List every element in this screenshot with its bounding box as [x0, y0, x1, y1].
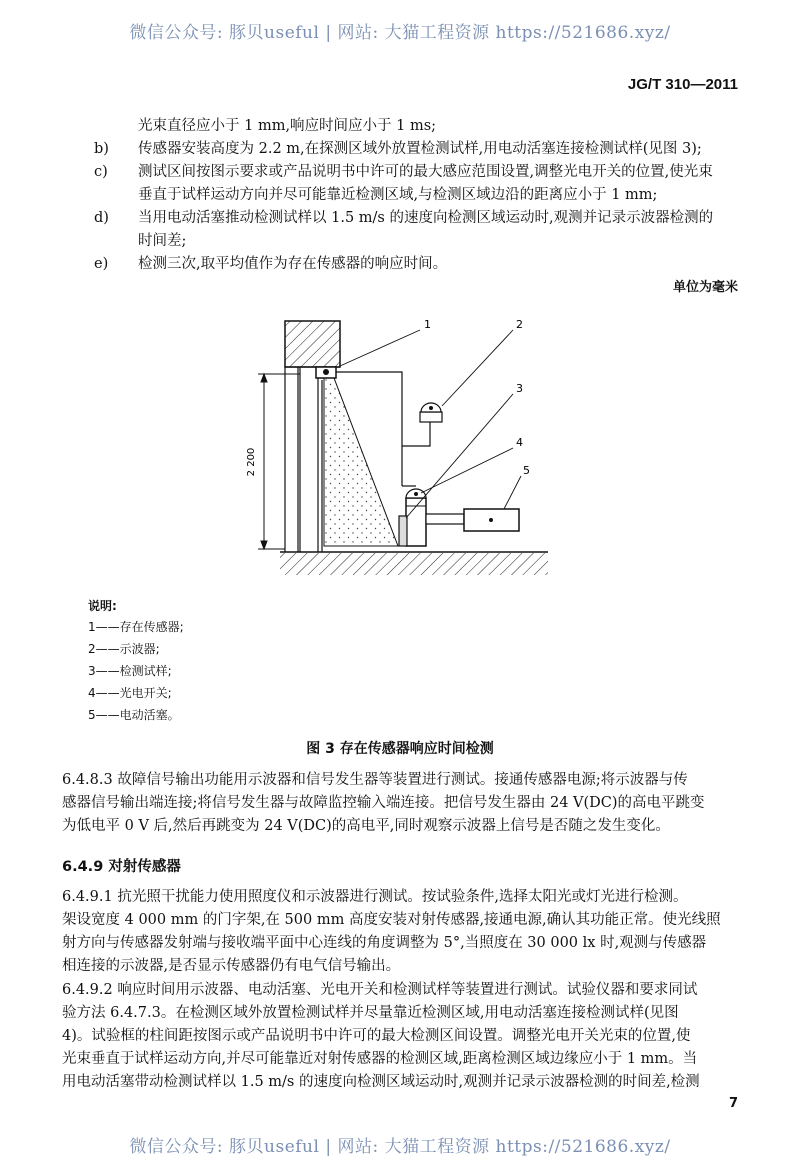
list-text: 当用电动活塞推动检测试样以 1.5 m/s 的速度向检测区域运动时,观测并记录示波器检测的	[138, 210, 714, 226]
electric-piston	[426, 509, 519, 531]
test-sample	[399, 516, 407, 546]
list-text: 测试区间按图示要求或产品说明书中许可的最大感应范围设置,调整光电开关的位置,使光束	[138, 164, 713, 180]
legend-title: 说明:	[88, 599, 117, 613]
watermark-top: 微信公众号: 豚贝useful | 网站: 大猫工程资源 https://521686.xyz/	[129, 23, 671, 43]
list-continuation: 光束直径应小于 1 mm,响应时间应小于 1 ms;	[138, 118, 437, 134]
paragraph-line: 用电动活塞带动检测试样以 1.5 m/s 的速度向检测区域运动时,观测并记录示波器检测的时间差,检测	[62, 1074, 700, 1090]
dimension-label: 2 200	[246, 447, 257, 477]
list-text: 传感器安装高度为 2.2 m,在探测区域外放置检测试样,用电动活塞连接检测试样(见图 3);	[138, 141, 702, 157]
legend-item: 2——示波器;	[88, 642, 160, 656]
oscilloscope	[420, 403, 442, 422]
legend-item: 5——电动活塞。	[88, 708, 180, 722]
list-text: 时间差;	[138, 233, 187, 249]
unit-note: 单位为毫米	[672, 280, 738, 295]
paragraph-line: 射方向与传感器发射端与接收端平面中心连线的角度调整为 5°,当照度在 30 000 lx 时,观测与传感器	[62, 935, 707, 951]
paragraph-line: 相连接的示波器,是否显示传感器仍有电气信号输出。	[62, 958, 401, 974]
list-mark: e)	[94, 256, 109, 272]
paragraph-line: 为低电平 0 V 后,然后再跳变为 24 V(DC)的高电平,同时观察示波器上信号是否随之发生变化。	[62, 818, 670, 834]
paragraph-line: 6.4.9.1 抗光照干扰能力使用照度仪和示波器进行测试。按试验条件,选择太阳光或灯光进行检测。	[62, 889, 688, 905]
list-text: 垂直于试样运动方向并尽可能靠近检测区域,与检测区域边沿的距离应小于 1 mm;	[138, 187, 658, 203]
list-text: 检测三次,取平均值作为存在传感器的响应时间。	[138, 256, 448, 272]
watermark-bottom: 微信公众号: 豚贝useful | 网站: 大猫工程资源 https://521686.xyz/	[129, 1137, 671, 1157]
callout-5: 5	[523, 464, 530, 477]
page-number: 7	[728, 1096, 738, 1111]
legend-item: 4——光电开关;	[88, 686, 172, 700]
paragraph-line: 验方法 6.4.7.3。在检测区域外放置检测试样并尽量靠近检测区域,用电动活塞连接检测试样(见图	[62, 1005, 679, 1021]
list-mark: d)	[94, 210, 109, 226]
paragraph-line: 6.4.8.3 故障信号输出功能用示波器和信号发生器等装置进行测试。接通传感器电源;将示波器与传	[62, 772, 688, 788]
paragraph-line: 感器信号输出端连接;将信号发生器与故障监控输入端连接。把信号发生器由 24 V(DC)的高电平跳变	[62, 795, 705, 811]
paragraph-line: 6.4.9.2 响应时间用示波器、电动活塞、光电开关和检测试样等装置进行测试。试验仪器和要求同试	[62, 982, 698, 998]
detection-zone	[324, 378, 398, 546]
list-mark: c)	[94, 164, 108, 180]
photoelectric-switch	[406, 489, 426, 546]
callout-1: 1	[424, 318, 431, 331]
sensor-lens-icon	[323, 369, 329, 375]
paragraph-line: 4)。试验框的柱间距按图示或产品说明书中许可的最大检测区间设置。调整光电开关光束的位置,使	[62, 1028, 691, 1044]
section-heading-649: 6.4.9 对射传感器	[62, 859, 181, 875]
legend-item: 3——检测试样;	[88, 664, 172, 678]
list-mark: b)	[94, 141, 109, 157]
callout-4: 4	[516, 436, 523, 449]
height-dimension	[258, 374, 300, 549]
legend-item: 1——存在传感器;	[88, 620, 184, 634]
callout-2: 2	[516, 318, 523, 331]
callout-3: 3	[516, 382, 523, 395]
paragraph-line: 架设宽度 4 000 mm 的门字架,在 500 mm 高度安装对射传感器,接通电源,确认其功能正常。使光线照	[62, 912, 721, 928]
paragraph-line: 光束垂直于试样运动方向,并尽可能靠近对射传感器的检测区域,距离检测区域边缘应小于 1 mm。当	[62, 1051, 698, 1067]
figure-caption: 图 3 存在传感器响应时间检测	[306, 741, 494, 757]
ground	[280, 552, 548, 575]
door-header	[285, 321, 340, 367]
standard-code: JG/T 310—2011	[627, 76, 738, 93]
